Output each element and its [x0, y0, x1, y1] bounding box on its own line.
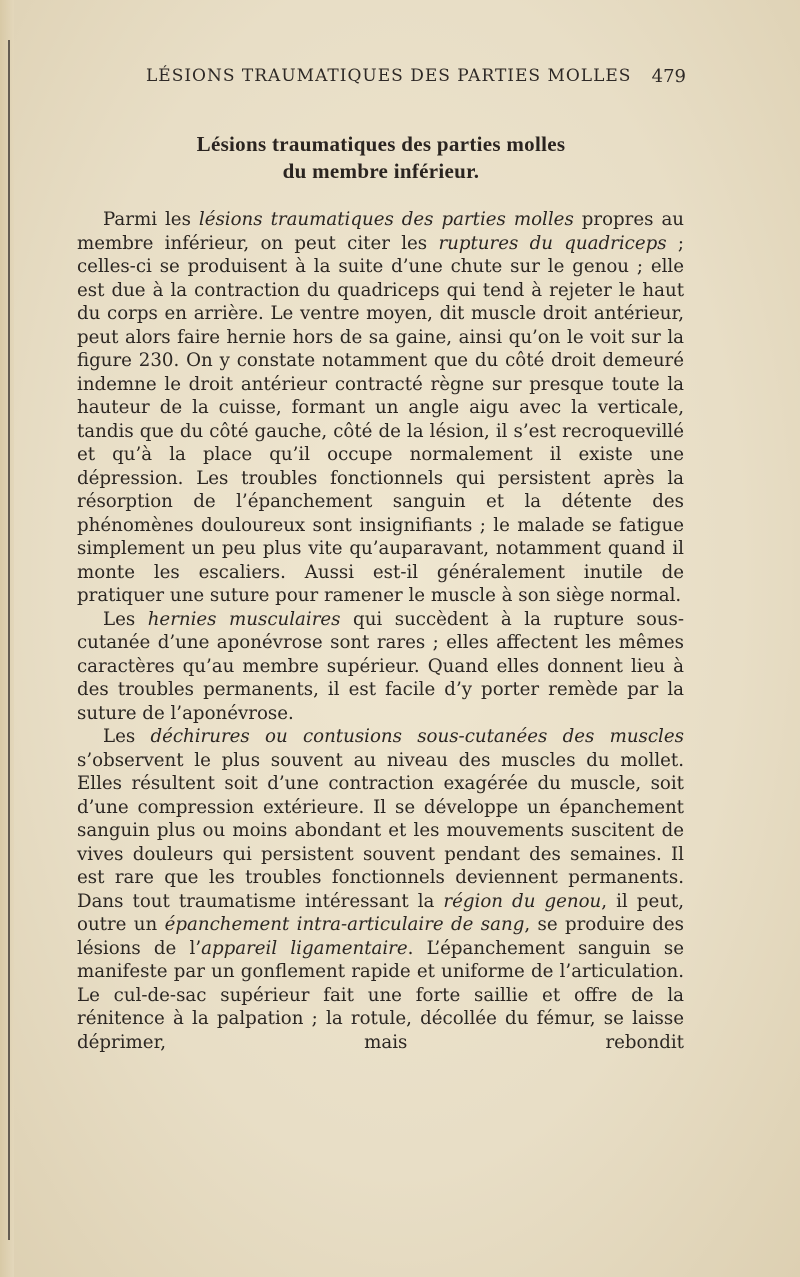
text-run: , il peut, outre un [77, 890, 685, 935]
text-run: ; celles-ci se produisent à la suite d’une chute sur le genou ; elle est due à la contraction du quadriceps qui tend à rejeter le haut du corps en arrière. Le ventre moyen, dit muscle droit antérieur, peut alors faire hernie hors de sa gaine, ainsi qu’on le voit sur la figure 230. On y constate notamment que du côté droit demeuré indemne le droit antérieur contracté règne sur presque toute la hauteur de la cuisse, formant un angle aigu avec la verticale, tandis que du côté gauche, côté de la lésion, il s’est recroquevillé et qu’à la place qu’il occupe normalement il existe une dépression. Les troubles fonctionnels qui persistent après la résorption de l’épanchement sanguin et la détente des phénomènes douloureux sont insignifiants ; le malade se fatigue simplement un peu plus vite qu’auparavant, notamment quand il monte les escaliers. Aussi est-il généralement inutile de pratiquer une suture pour ramener le muscle à son siège normal. [77, 232, 684, 606]
text-run: s’observent le plus souvent au niveau des muscles du mollet. Elles résultent soit d’une contraction exagérée du muscle, soit d’une compression extérieure. Il se développe un épanchement sanguin plus ou moins abondant et les mouvements suscitent de vives douleurs qui persistent souvent pendant des semaines. Il est rare que les troubles fonctionnels deviennent permanents. Dans tout traumatisme intéressant la [77, 749, 684, 912]
italic-term: déchirures ou contusions sous-cutanées des muscles [150, 726, 684, 747]
italic-term: épanchement intra-articulaire de sang [164, 914, 525, 935]
text-run: Parmi les [103, 209, 199, 230]
text-run: . L’épanchement sanguin se manifeste par un gonflement rapide et uniforme de l’articulation. Le cul-de-sac supérieur fait une forte saillie et offre de la rénitence à la palpation ; la rotule, décollée du fémur, se laisse déprimer, mais rebondit [77, 937, 685, 1053]
section-title-line-2: du membre inférieur. [282, 159, 480, 183]
italic-term: ruptures du quadriceps [438, 232, 667, 254]
page-binding-edge [0, 0, 14, 1277]
text-run: Les [103, 608, 148, 630]
paragraph [77, 208, 684, 608]
italic-term: hernies musculaires [147, 608, 341, 630]
running-header [146, 66, 686, 90]
text-run: , se produire des lésions de l’ [77, 914, 684, 959]
italic-term: appareil ligamentaire [201, 937, 408, 959]
body-text [77, 208, 684, 1054]
paragraph [77, 725, 684, 1054]
section-title-line-1: Lésions traumatiques des parties molles [196, 132, 566, 156]
running-title: LÉSIONS TRAUMATIQUES DES PARTIES MOLLES [146, 66, 632, 86]
text-run: Les [103, 726, 151, 747]
italic-term: région du genou [443, 890, 602, 912]
italic-term: lésions traumatiques des parties molles [198, 209, 574, 230]
binding-line [8, 40, 10, 1240]
section-title [76, 131, 686, 185]
text-run: qui succèdent à la rupture sous-cutanée d’une aponévrose sont rares ; elles affectent les mêmes caractères qu’au membre supérieur. Quand elles donnent lieu à des troubles permanents, il est facile d’y porter remède par la suture de l’aponévrose. [77, 608, 684, 724]
text-run: propres au membre inférieur, on peut citer les [77, 209, 684, 254]
paragraph [77, 608, 684, 726]
page-number: 479 [651, 66, 686, 87]
